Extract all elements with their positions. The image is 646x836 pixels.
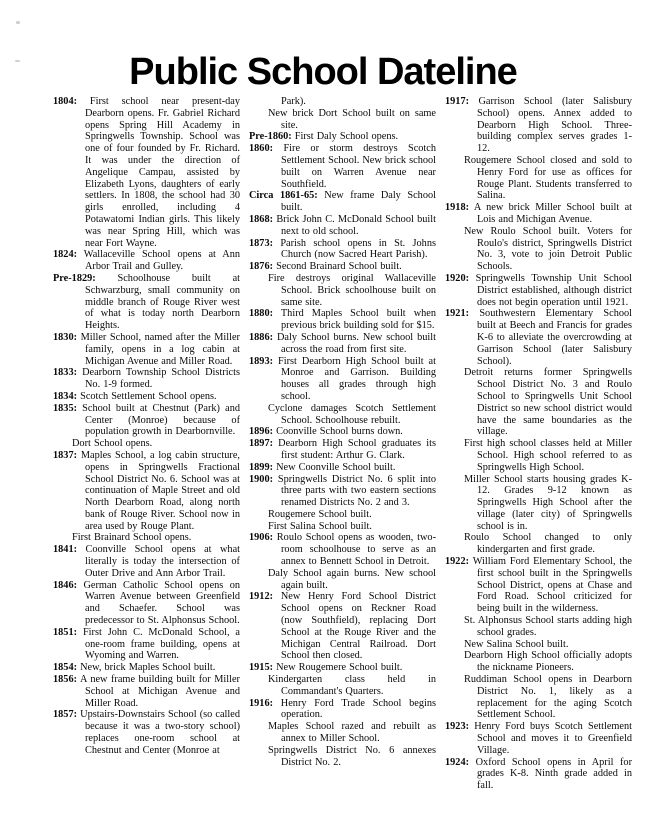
timeline-entry (249, 745, 436, 769)
timeline-entry (53, 249, 240, 273)
timeline-entry (53, 532, 240, 544)
timeline-entry (445, 674, 632, 721)
entry-text: Wallaceville School opens at Ann Arbor Trail and Gulley. (83, 249, 241, 273)
entry-text: Dearborn High School graduates its first student: Arthur G. Clark. (278, 438, 436, 461)
timeline-entry (53, 96, 240, 249)
entry-text: Henry Ford buys Scotch Settlement School and moves it to Greenfield Village. (474, 721, 633, 756)
entry-text: New Henry Ford School District School opens on Reckner Road (now Southfield), replacing Dort School at the Rouge River and the Michigan Central Railroad. Dort School then closed. (280, 591, 437, 662)
entry-text: First Salina School built. (268, 520, 372, 532)
entry-text: Fire destroys original Wallaceville School. Brick schoolhouse built on same site. (268, 272, 436, 308)
entry-year: 1917: (445, 96, 470, 107)
timeline-entry (249, 462, 436, 474)
timeline-entry (445, 96, 632, 155)
entry-text: Daly School burns. New school built across the road from first site. (276, 331, 436, 355)
timeline-entry (53, 674, 240, 709)
entry-text: New, brick Maples School built. (80, 662, 216, 674)
entry-year: 1922: (445, 556, 470, 568)
entry-text: Third Maples School built when previous brick building sold for $15. (280, 308, 436, 332)
entry-year: 1880: (249, 308, 274, 320)
entry-text: Southwestern Elementary School built at Beech and Francis for grades K-6 to alleviate the overcrowding at Garrison School (later Salisbury School). (477, 308, 633, 367)
timeline-entry (53, 273, 240, 332)
entry-text: New Roulo School built. Voters for Roulo's district, Springwells District No. 3, vote to join Detroit Public Schools. (464, 225, 632, 273)
entry-text: Dort School opens. (72, 438, 153, 450)
entry-year: 1886: (249, 331, 274, 343)
entry-text: Daly School again burns. New school again built. (268, 567, 436, 591)
entry-year: 1900: (249, 473, 274, 485)
entry-text: Parish school opens in St. Johns Church (now Sacred Heart Parish). (280, 237, 436, 261)
entry-year: 1918: (445, 202, 470, 214)
entry-year: 1804: (53, 96, 78, 107)
timeline-entry (249, 273, 436, 308)
entry-text: Cyclone damages Scotch Settlement School. Schoolhouse rebuilt. (268, 402, 436, 426)
entry-year: 1896: (249, 426, 274, 438)
timeline-entry (445, 639, 632, 651)
entry-year: 1916: (249, 697, 274, 709)
entry-text: Kindergarten class held in Commandant's Quarters. (268, 674, 436, 697)
entry-text: New Salina School built. (464, 638, 569, 650)
timeline-entry (445, 556, 632, 615)
timeline-entry (53, 450, 240, 533)
entry-year: 1912: (249, 591, 274, 603)
entry-year: 1856: (53, 674, 78, 686)
entry-year: 1893: (249, 355, 274, 367)
column-2 (249, 96, 436, 792)
entry-text: Brick John C. McDonald School built next to old school. (276, 213, 436, 237)
entry-text: Springwells District No. 6 split into three parts with two eastern sections renamed Districts No. 2 and 3. (277, 473, 436, 509)
entry-text: Park). (281, 96, 306, 107)
timeline-entry (53, 580, 240, 627)
timeline-entry (53, 438, 240, 450)
entry-year: Circa 1861-65: (249, 190, 318, 202)
columns-container (53, 96, 632, 792)
timeline-entry (249, 568, 436, 592)
timeline-entry (249, 426, 436, 438)
entry-text: A new brick Miller School built at Lois and Michigan Avenue. (473, 202, 632, 225)
timeline-entry (53, 662, 240, 674)
timeline-entry (249, 332, 436, 356)
entry-year: Pre-1829: (53, 272, 96, 284)
entry-year: 1924: (445, 756, 470, 768)
entry-text: Springwells Township Unit School District established, although district does not begin operation until 1921. (475, 272, 632, 308)
timeline-entry (53, 391, 240, 403)
entry-year: 1915: (249, 662, 274, 674)
timeline-entry (249, 190, 436, 214)
timeline-entry (249, 96, 436, 108)
entry-year: 1833: (53, 367, 78, 379)
entry-year: 1851: (53, 626, 78, 638)
entry-text: Ruddiman School opens in Dearborn District No. 1, likely as a replacement for the aging Scotch Settlement School. (464, 674, 632, 721)
timeline-entry (445, 721, 632, 756)
timeline-entry (445, 650, 632, 674)
timeline-entry (249, 238, 436, 262)
entry-year: Pre-1860: (249, 131, 292, 143)
timeline-entry (249, 108, 436, 132)
entry-year: 1920: (445, 272, 470, 284)
entry-text: Coonville School opens at what literally is today the intersection of Outer Drive and Ann Arbor Trail. (85, 544, 241, 579)
timeline-entry (53, 709, 240, 756)
entry-year: 1899: (249, 461, 274, 473)
timeline-entry (53, 332, 240, 367)
timeline-entry (445, 273, 632, 308)
timeline-entry (445, 438, 632, 473)
timeline-entry (445, 202, 632, 226)
entry-text: Roulo School changed to only kindergarten and first grade. (464, 532, 632, 556)
entry-text: Roulo School opens as wooden, two-room schoolhouse to serve as an annex to Bennett School in Detroit. (276, 532, 437, 568)
column-1 (53, 96, 240, 792)
entry-year: 1834: (53, 390, 78, 402)
entry-year: 1837: (53, 449, 78, 461)
entry-text: First school near present-day Dearborn opens. Fr. Gabriel Richard opens Spring Hill Academy in Springwells Township. School was one of four founded by Fr. Richard. It was under the direction of Angelique Campau, assisted by Elizabeth Lyons, daughters of early settlers. In 1808, the school had 30 girls enrolled, including 4 Potawatomi Indian girls. This likely was near Spring Hill, which was near Fort Wayne. (85, 96, 240, 249)
timeline-entry (445, 308, 632, 367)
entry-year: 1868: (249, 213, 274, 225)
timeline-entry (249, 509, 436, 521)
entry-text: Maples School, a log cabin structure, opens in Springwells Fractional School District No. 6. School was at continuation of Maple Street and old North Dearborn Road, along north bank of Rouge River. School now in area used by Rouge Plant. (80, 449, 240, 532)
entry-text: Upstairs-Downstairs School (so called because it was a two-story school) replaces one-room school at Chestnut and Center (Monroe at (80, 709, 240, 756)
timeline-entry (249, 591, 436, 662)
entry-text: Henry Ford Trade School begins operation. (280, 697, 436, 721)
scan-speck (15, 60, 20, 62)
timeline-entry (249, 131, 436, 143)
entry-text: Maples School razed and rebuilt as annex to Miller School. (268, 721, 436, 745)
timeline-entry (249, 403, 436, 427)
entry-year: 1835: (53, 402, 78, 414)
timeline-entry (249, 143, 436, 190)
entry-text: German Catholic School opens on Warren Avenue between Greenfield and Schaefer. School was predecessor to St. Alphonsus School. (83, 579, 240, 627)
entry-text: Coonville School burns down. (276, 426, 403, 438)
entry-text: Dearborn High School officially adopts the nickname Pioneers. (464, 650, 632, 674)
entry-text: William Ford Elementary School, the first school built in the Springwells School District, opens at Chase and Ford Road. School criticized for being built in the wilderness. (472, 556, 633, 615)
entry-year: 1830: (53, 331, 78, 343)
entry-text: New brick Dort School built on same site. (268, 107, 436, 131)
entry-text: First high school classes held at Miller School. High school referred to as Springwells High School. (464, 438, 632, 473)
entry-text: Rougemere School closed and sold to Henry Ford for use as offices for Rouge Plant. Students transferred to Salina. (464, 154, 632, 202)
entry-year: 1857: (53, 709, 78, 721)
timeline-entry (445, 367, 632, 438)
timeline-entry (445, 532, 632, 556)
entry-text: New frame Daly School built. (281, 190, 436, 214)
entry-year: 1841: (53, 544, 78, 556)
entry-text: Miller School starts housing grades K-12. Grades 9-12 known as Springwells High School after the village (later city) of Springwells school is in. (464, 473, 632, 532)
timeline-entry (53, 367, 240, 391)
timeline-entry (445, 155, 632, 202)
entry-year: 1824: (53, 249, 78, 261)
timeline-entry (249, 356, 436, 403)
entry-text: Second Brainard School built. (276, 261, 402, 273)
timeline-entry (249, 214, 436, 238)
entry-year: 1923: (445, 721, 470, 733)
scan-speck (16, 21, 20, 24)
entry-year: 1906: (249, 532, 274, 544)
timeline-entry (445, 757, 632, 792)
entry-text: Miller School, named after the Miller family, opens in a log cabin at Michigan Avenue and Miller Road. (80, 331, 240, 367)
entry-text: St. Alphonsus School starts adding high school grades. (464, 615, 632, 638)
timeline-entry (249, 532, 436, 567)
timeline-entry (249, 308, 436, 332)
timeline-entry (249, 674, 436, 698)
entry-year: 1846: (53, 579, 78, 591)
entry-text: Springwells District No. 6 annexes District No. 2. (268, 744, 436, 768)
entry-text: First Dearborn High School built at Monroe and Garrison. Building houses all grades through high school. (277, 355, 436, 402)
entry-text: Scotch Settlement School opens. (80, 390, 217, 402)
entry-year: 1873: (249, 237, 274, 249)
timeline-entry (53, 544, 240, 579)
entry-text: First John C. McDonald School, a one-room frame building, opens at Wyoming and Warren. (82, 626, 241, 662)
timeline-entry (445, 615, 632, 639)
timeline-entry (249, 721, 436, 745)
entry-text: Detroit returns former Springwells School District No. 3 and Roulo School to Springwells Unit School District so new school district would have the same boundaries as the village. (464, 367, 632, 438)
entry-year: 1897: (249, 438, 274, 450)
entry-text: Garrison School (later Salisbury School) opens. Annex added to Dearborn High School. Three-building complex serves grades 1-12. (477, 96, 632, 155)
entry-text: Dearborn Township School Districts No. 1-9 formed. (82, 367, 240, 391)
entry-text: Schoolhouse built at Schwarzburg, small community on middle branch of Rouge River west of what is today north Dearborn Heights. (85, 272, 241, 332)
entry-text: Fire or storm destroys Scotch Settlement School. New brick school built on Warren Avenue near Southfield. (281, 143, 436, 190)
entry-text: Rougemere School built. (268, 508, 372, 520)
column-3 (445, 96, 632, 792)
entry-text: First Brainard School opens. (72, 532, 192, 544)
timeline-entry (249, 521, 436, 533)
entry-year: 1854: (53, 662, 78, 674)
timeline-entry (249, 698, 436, 722)
timeline-entry (445, 226, 632, 273)
timeline-entry (53, 627, 240, 662)
entry-text: New Coonville School built. (276, 461, 396, 473)
entry-year: 1921: (445, 308, 470, 320)
entry-year: 1860: (249, 143, 274, 155)
entry-text: First Daly School opens. (294, 131, 399, 143)
timeline-entry (249, 474, 436, 509)
timeline-entry (53, 403, 240, 438)
timeline-entry (249, 662, 436, 674)
page-title: Public School Dateline (129, 51, 517, 93)
timeline-entry (445, 474, 632, 533)
entry-text: New Rougemere School built. (276, 662, 403, 674)
entry-text: A new frame building built for Miller School at Michigan Avenue and Miller Road. (79, 674, 240, 709)
entry-text: School built at Chestnut (Park) and Center (Monroe) because of population growth in Dearbornville. (82, 402, 240, 438)
entry-text: Oxford School opens in April for grades K-8. Ninth grade added in fall. (475, 756, 633, 792)
entry-year: 1876: (249, 261, 274, 273)
timeline-entry (249, 261, 436, 273)
timeline-entry (249, 438, 436, 462)
